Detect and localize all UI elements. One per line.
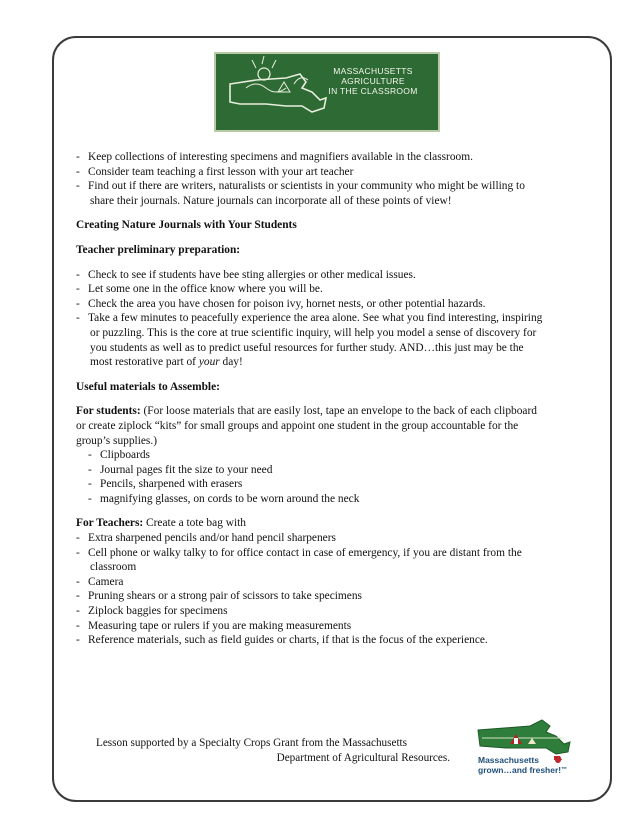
logo-line-1: MASSACHUSETTS	[333, 66, 413, 76]
students-item: - Journal pages fit the size to your need	[88, 463, 273, 476]
intro-bullet: - Keep collections of interesting specimens and magnifiers available in the classroom.	[76, 151, 473, 163]
students-item: - Pencils, sharpened with erasers	[88, 478, 243, 491]
intro-bullet: - Find out if there are writers, naturalists or scientists in your community who might be willing to	[76, 180, 525, 193]
document-body	[76, 150, 596, 648]
teachers-label: For Teachers:	[76, 517, 144, 530]
teachers-item: - Extra sharpened pencils and/or hand pencil sharpeners	[76, 532, 336, 545]
teachers-item: - Cell phone or walky talky to for office contact in case of emergency, if you are distant from the	[76, 546, 522, 559]
students-item: - Clipboards	[88, 449, 150, 462]
teachers-item-continuation: classroom	[90, 561, 137, 574]
emphasis-your: your	[198, 356, 220, 369]
teachers-item: - Measuring tape or rulers if you are making measurements	[76, 619, 352, 632]
prep-bullet: - Take a few minutes to peacefully experience the area alone. See what you find interesting, inspiring	[76, 312, 543, 325]
footer-line-1: Lesson supported by a Specialty Crops Grant from the Massachusetts	[96, 737, 408, 749]
materials-heading: Useful materials to Assemble:	[76, 380, 220, 393]
teachers-item: - Reference materials, such as field guides or charts, if that is the focus of the experience.	[76, 634, 488, 647]
students-item: - magnifying glasses, on cords to be worn around the neck	[88, 492, 360, 505]
ma-logo-line-1: Massachusetts	[478, 755, 539, 765]
ma-logo-line-2: grown…and fresher!™	[478, 764, 568, 775]
prep-heading: Teacher preliminary preparation:	[76, 243, 241, 256]
prep-bullet: - Check to see if students have bee sting allergies or other medical issues.	[76, 268, 416, 281]
students-label: For students:	[76, 405, 141, 418]
teachers-item: - Camera	[76, 575, 124, 588]
teachers-item: - Ziplock baggies for specimens	[76, 605, 228, 618]
students-paragraph-line: or create ziplock “kits” for small groups and appoint one student in the group accountable for the	[76, 419, 519, 432]
intro-bullet-continuation: share their journals. Nature journals can incorporate all of these points of view!	[90, 194, 452, 207]
teachers-item: - Pruning shears or a strong pair of scissors to take specimens	[76, 590, 362, 603]
grant-footer	[96, 736, 450, 765]
ma-logo-text	[478, 756, 578, 775]
prep-bullet: - Check the area you have chosen for poison ivy, hornet nests, or other potential hazards.	[76, 297, 486, 310]
prep-bullet-continuation: you students as well as to predict useful resources for further study. AND…this just may be the	[90, 341, 524, 354]
logo-line-3: IN THE CLASSROOM	[328, 86, 418, 96]
agriculture-in-the-classroom-logo	[214, 52, 440, 132]
logo-line-2: AGRICULTURE	[341, 76, 405, 86]
footer-line-2: Department of Agricultural Resources.	[276, 751, 450, 764]
prep-bullet-continuation: or puzzling. This is the core at true scientific inquiry, will help you model a sense of discovery for	[90, 326, 537, 339]
intro-bullet: - Consider team teaching a first lesson with your art teacher	[76, 165, 354, 178]
teachers-paragraph: For Teachers: Create a tote bag with	[76, 517, 246, 530]
students-paragraph: For students: (For loose materials that are easily lost, tape an envelope to the back of each clipboard	[76, 405, 537, 418]
prep-bullet: - Let some one in the office know where you will be.	[76, 283, 323, 296]
students-paragraph-line: group’s supplies.)	[76, 434, 157, 447]
section-title: Creating Nature Journals with Your Students	[76, 219, 297, 232]
prep-bullet-continuation: most restorative part of your day!	[90, 356, 243, 369]
